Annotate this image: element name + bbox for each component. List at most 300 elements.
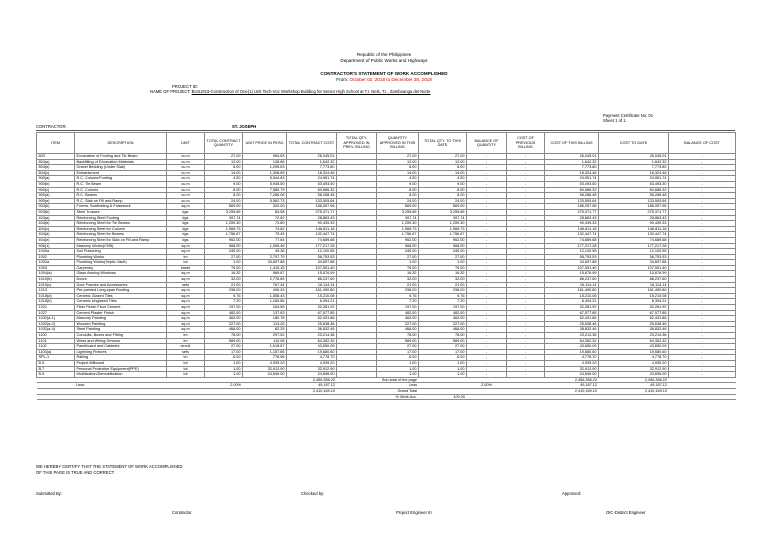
cell: 28,863.43 xyxy=(287,215,337,221)
cell: 6.00 xyxy=(419,165,467,171)
cell: 15,210.08 xyxy=(599,293,669,299)
cell: 245.00 xyxy=(377,249,419,255)
cell: - xyxy=(467,355,507,361)
cell: Conduits, Boxes and Fitting xyxy=(75,333,167,339)
cell: Masonry Works(CHB) xyxy=(75,243,167,249)
cell: 568.00 xyxy=(377,243,419,249)
cell: 4,778.70 xyxy=(287,355,337,361)
cell: 27.00 xyxy=(419,254,467,260)
cell: 23,214.36 xyxy=(545,333,599,339)
from-label: From: xyxy=(336,77,349,82)
cell: 12,100.55 xyxy=(287,249,337,255)
cell: - xyxy=(507,299,545,305)
cell: Ceramic Unglazed Tiles xyxy=(75,299,167,305)
cell: 7,773.80 xyxy=(545,165,599,171)
cell: 4.50 xyxy=(205,176,243,182)
period-range: October 02, 2018 to December 28, 2018 xyxy=(349,77,432,82)
cell: 18,324.46 xyxy=(287,170,337,176)
cell: 1018(a) xyxy=(37,293,75,299)
cell: - xyxy=(507,187,545,193)
cell: 34,697.88 xyxy=(287,260,337,266)
cell: - xyxy=(467,316,507,322)
cell: - xyxy=(507,154,545,160)
cell: 462.00 xyxy=(419,316,467,322)
cell: 275,371.77 xyxy=(287,209,337,215)
cell: 161,490.80 xyxy=(599,288,669,294)
cell: 110.08 xyxy=(243,338,287,344)
cell: 1004(a) xyxy=(37,271,75,277)
cell: - xyxy=(669,232,736,238)
cell: 28,863.43 xyxy=(599,215,669,221)
cell: 72.62 xyxy=(243,215,287,221)
cell: 1,756.67 xyxy=(377,232,419,238)
cell: 27.00 xyxy=(205,344,243,350)
cell: cu.m xyxy=(167,198,205,204)
table-header-row xyxy=(37,133,736,154)
cell: 4.50 xyxy=(419,176,467,182)
cell: 2,410,169.10 xyxy=(287,388,337,394)
cell: 245.00 xyxy=(205,249,243,255)
cell: - xyxy=(669,316,736,322)
cell: 16.32 xyxy=(419,271,467,277)
cell: 49,187.12 xyxy=(287,383,337,389)
cell: 15,676.99 xyxy=(545,271,599,277)
cell: 74,689.68 xyxy=(287,237,337,243)
cell: - xyxy=(507,305,545,311)
cell: 1102 xyxy=(37,344,75,350)
cell: 5,562.73 xyxy=(243,198,287,204)
cell: 107,551.40 xyxy=(287,265,337,271)
cell: 7,585.79 xyxy=(243,187,287,193)
cell: 3,259.65 xyxy=(377,209,419,215)
cell: cu.m xyxy=(167,165,205,171)
cell: sq.m xyxy=(167,271,205,277)
cell: 1.00 xyxy=(419,372,467,378)
cell: 8.00 xyxy=(419,193,467,199)
period-line xyxy=(0,77,768,83)
cell: - xyxy=(467,159,507,165)
cell: 2,456,356.22 xyxy=(599,377,669,383)
cell: Pre-painted Long-span Roofing xyxy=(75,288,167,294)
cell: cu.m xyxy=(167,170,205,176)
cell: 1.00 xyxy=(205,360,243,366)
cell: 76.00 xyxy=(419,265,467,271)
cell: 900(e) xyxy=(37,198,75,204)
cell: 1002 xyxy=(37,254,75,260)
cell: 404(e) xyxy=(37,237,75,243)
cell: 64,352.32 xyxy=(599,338,669,344)
cell: 3,259.65 xyxy=(205,209,243,215)
cell: 49.38 xyxy=(243,249,287,255)
cell: 4.50 xyxy=(377,176,419,182)
payment-cert-label: Payment Certificate No: xyxy=(603,113,648,118)
cell: 136.86 xyxy=(243,159,287,165)
cell: - xyxy=(467,243,507,249)
cell: - xyxy=(467,249,507,255)
project-name-row xyxy=(150,89,430,94)
cell: 43,650.09 xyxy=(545,344,599,350)
cell: lot xyxy=(167,366,205,372)
cell: 27.00 xyxy=(205,154,243,160)
cell: 245.00 xyxy=(419,249,467,255)
cell: cu.m xyxy=(167,176,205,182)
cell: - xyxy=(507,159,545,165)
cell: 462.00 xyxy=(377,316,419,322)
cell: - xyxy=(669,215,736,221)
cell: - xyxy=(669,366,736,372)
cell: 2,776.89 xyxy=(243,277,287,283)
cell: - xyxy=(467,265,507,271)
project-name-label: NAME OF PROJECT: xyxy=(150,89,191,94)
contractor-name: ST. JOSEPH xyxy=(232,124,257,129)
cell: 8,394.21 xyxy=(599,299,669,305)
cell: 569.00 xyxy=(377,204,419,210)
cell: Soil Poisoning xyxy=(75,249,167,255)
cell: 1032(a-1) xyxy=(37,316,75,322)
cell: 38,832.46 xyxy=(287,327,337,333)
cell: 568.00 xyxy=(419,243,467,249)
cell: 21.00 xyxy=(377,282,419,288)
cell: 2,456,356.22 xyxy=(545,377,599,383)
cell xyxy=(599,394,669,400)
cell: 58,288.48 xyxy=(545,193,599,199)
cell: B.9 xyxy=(37,372,75,378)
cell: 1,259.30 xyxy=(377,221,419,227)
cell: Project Billboard xyxy=(75,360,167,366)
cell: sq.m xyxy=(167,321,205,327)
cell: % Work Acc. xyxy=(377,394,419,400)
cell: sets xyxy=(167,282,205,288)
cell: 34,697.88 xyxy=(243,260,287,266)
cell xyxy=(205,394,243,400)
cell xyxy=(75,394,167,400)
cell: - xyxy=(669,159,736,165)
cell: - xyxy=(507,327,545,333)
cell: 406.43 xyxy=(243,288,287,294)
cell: sq.m xyxy=(167,316,205,322)
cell: 34,697.88 xyxy=(545,260,599,266)
cell: 7,286.06 xyxy=(243,193,287,199)
cell: 164.55 xyxy=(243,305,287,311)
cell: - xyxy=(669,193,736,199)
cell: 24,696.00 xyxy=(287,372,337,378)
cell: 100.00 xyxy=(419,394,467,400)
cell: 186,057.96 xyxy=(545,204,599,210)
cell: Glass Awning Windows xyxy=(75,271,167,277)
cell: Masonry Painting xyxy=(75,316,167,322)
cell: 21.00 xyxy=(205,282,243,288)
cell: 26,045.01 xyxy=(599,154,669,160)
cell: 569.00 xyxy=(419,338,467,344)
cell: 8,394.21 xyxy=(545,299,599,305)
cell: 9.76 xyxy=(419,293,467,299)
cell: 2,456,356.22 xyxy=(287,377,337,383)
cell: 5,945.50 xyxy=(243,181,287,187)
cell: 1018(b) xyxy=(37,299,75,305)
cell: 53,493.50 xyxy=(545,181,599,187)
cell: 3,259.65 xyxy=(419,209,467,215)
cell: 482.00 xyxy=(419,310,467,316)
cell: 90,439.33 xyxy=(287,221,337,227)
cell: 320.09 xyxy=(243,204,287,210)
cell: 43,650.09 xyxy=(599,344,669,350)
cell: 73.80 xyxy=(243,221,287,227)
cell: 969.87 xyxy=(243,271,287,277)
cell: - xyxy=(467,321,507,327)
cell: - xyxy=(507,209,545,215)
cell: 1010(c) xyxy=(37,282,75,288)
cell: 17.00 xyxy=(419,349,467,355)
cell: - xyxy=(507,260,545,266)
cell: Wooden Painting xyxy=(75,321,167,327)
cell: 90,439.33 xyxy=(545,221,599,227)
cell: 568.00 xyxy=(205,243,243,249)
cell: - xyxy=(669,260,736,266)
cell: - xyxy=(507,243,545,249)
cell: 74.62 xyxy=(243,226,287,232)
cell: 903(b) xyxy=(37,209,75,215)
column-header: UNIT PRICE IN PESO xyxy=(243,133,287,154)
cell: 60,686.32 xyxy=(599,187,669,193)
cell: 146,811.18 xyxy=(287,226,337,232)
cell: 25,638.46 xyxy=(545,321,599,327)
cell: sq.m xyxy=(167,299,205,305)
cell: Plumbing Works(Septic Vault) xyxy=(75,260,167,266)
cell: 803 xyxy=(37,154,75,160)
cell: 1.00 xyxy=(205,372,243,378)
cell: sq.m xyxy=(167,204,205,210)
cell: kgs xyxy=(167,209,205,215)
cell: 569.00 xyxy=(205,338,243,344)
cell: 1032(a-2) xyxy=(37,321,75,327)
cell: sq.m xyxy=(167,310,205,316)
cell: 19,680.60 xyxy=(599,349,669,355)
cell: 26,045.01 xyxy=(545,154,599,160)
cell: - xyxy=(507,316,545,322)
cell: 1.00 xyxy=(377,372,419,378)
cell: 32,281.92 xyxy=(599,305,669,311)
cell: - xyxy=(507,181,545,187)
cell: 9.76 xyxy=(377,293,419,299)
cell: 74,689.68 xyxy=(545,237,599,243)
cell: 107,551.40 xyxy=(545,265,599,271)
cell: - xyxy=(507,293,545,299)
cell: - xyxy=(467,366,507,372)
cell: 67,577.85 xyxy=(545,310,599,316)
cell: Reinforcing Steel for Slab on Fill and Ramp xyxy=(75,237,167,243)
cell: cu.m xyxy=(167,159,205,165)
cell: 1,966.73 xyxy=(377,226,419,232)
cell: 186,057.96 xyxy=(599,204,669,210)
cell: 569.00 xyxy=(205,204,243,210)
cell: Reinforcing Steel for Tie Beams xyxy=(75,221,167,227)
cell: 16,114.14 xyxy=(287,282,337,288)
cell: 23,214.36 xyxy=(287,333,337,339)
cell: 15,676.99 xyxy=(599,271,669,277)
cell: - xyxy=(507,338,545,344)
cell: Backfilling of Excavation Materials xyxy=(75,159,167,165)
cell: - xyxy=(467,165,507,171)
cell: 113.26 xyxy=(243,321,287,327)
cell: 12,100.55 xyxy=(599,249,669,255)
cell: 2.00% xyxy=(467,383,507,389)
cell: 8.00 xyxy=(205,187,243,193)
cell: 1100 xyxy=(37,333,75,339)
cell: 133,505.64 xyxy=(287,198,337,204)
cell: 9.00 xyxy=(377,181,419,187)
column-header: UNIT xyxy=(167,133,205,154)
cell: 49,187.12 xyxy=(545,383,599,389)
cell: 27.00 xyxy=(419,344,467,350)
cell: 15,676.99 xyxy=(287,271,337,277)
cell: 78.00 xyxy=(419,333,467,339)
cell: 49,187.12 xyxy=(599,383,669,389)
cell: B.5 xyxy=(37,360,75,366)
checked-by-label: Checked by: xyxy=(301,491,325,496)
cell: - xyxy=(507,333,545,339)
cell: 84.58 xyxy=(243,209,287,215)
cell: 17.00 xyxy=(377,349,419,355)
cell: 12.00 xyxy=(205,159,243,165)
cell: - xyxy=(467,226,507,232)
cell: - xyxy=(669,338,736,344)
cell: 1000a xyxy=(37,249,75,255)
cell: - xyxy=(467,181,507,187)
cell: - xyxy=(507,265,545,271)
cell: 227.00 xyxy=(419,321,467,327)
cell: - xyxy=(467,176,507,182)
cell: 64,352.32 xyxy=(545,338,599,344)
cell xyxy=(337,394,377,400)
cell: 12,100.55 xyxy=(545,249,599,255)
cell: 32,281.92 xyxy=(545,305,599,311)
cell: 1013 xyxy=(37,288,75,294)
cell: 60,686.32 xyxy=(545,187,599,193)
cell: kgs xyxy=(167,232,205,238)
cell: - xyxy=(467,333,507,339)
cell: 21.00 xyxy=(419,282,467,288)
cell: 58,288.48 xyxy=(287,193,337,199)
cell: 58,753.53 xyxy=(287,254,337,260)
cell: 9.76 xyxy=(205,293,243,299)
cell: sq.m xyxy=(167,249,205,255)
cell: 180.78 xyxy=(243,316,287,322)
cell: 227.00 xyxy=(205,321,243,327)
cell: - xyxy=(669,355,736,361)
cell: 903(b) xyxy=(37,204,75,210)
cell: Steel Trusses xyxy=(75,209,167,215)
cell: 482.00 xyxy=(205,310,243,316)
cell: 16.32 xyxy=(205,271,243,277)
cell: 7,773.80 xyxy=(287,165,337,171)
cell: - xyxy=(669,165,736,171)
table-body xyxy=(37,154,736,400)
cell: - xyxy=(669,271,736,277)
cell: 466.00 xyxy=(205,327,243,333)
cell: 88,237.60 xyxy=(287,277,337,283)
cell: 404(c) xyxy=(37,226,75,232)
cell: 14.00 xyxy=(377,170,419,176)
cell: circuit xyxy=(167,344,205,350)
cell: 1,308.89 xyxy=(243,170,287,176)
cell: 24,696.00 xyxy=(599,372,669,378)
cell: - xyxy=(669,198,736,204)
cell: 296.00 xyxy=(377,288,419,294)
cell: kgs xyxy=(167,221,205,227)
cell: 462.00 xyxy=(205,316,243,322)
cell: - xyxy=(507,198,545,204)
cell: 78.00 xyxy=(377,333,419,339)
cell: 77.64 xyxy=(243,237,287,243)
cell: - xyxy=(669,277,736,283)
cell: - xyxy=(467,344,507,350)
cell: 804(c) xyxy=(37,170,75,176)
republic-line: Republic of the Philippines xyxy=(356,52,412,57)
cell: 38,832.46 xyxy=(599,327,669,333)
cell: 24,951.74 xyxy=(545,176,599,182)
cell: - xyxy=(669,209,736,215)
cell: 52,431.86 xyxy=(599,316,669,322)
cell: - xyxy=(669,204,736,210)
cell: 24.00 xyxy=(377,198,419,204)
cell: 53,493.50 xyxy=(287,181,337,187)
cell: 8.00 xyxy=(419,187,467,193)
cell: 297.52 xyxy=(243,333,287,339)
cell: 1032(a-4) xyxy=(37,327,75,333)
cell: - xyxy=(507,349,545,355)
cell: 19,680.60 xyxy=(287,349,337,355)
cell: - xyxy=(669,237,736,243)
contractor-signature-title: Contractor xyxy=(172,510,192,515)
cell: 43,650.09 xyxy=(287,344,337,350)
cell: 404(d) xyxy=(37,232,75,238)
cell: 4,939.20 xyxy=(287,360,337,366)
cell: - xyxy=(467,237,507,243)
cell: 6.00 xyxy=(377,165,419,171)
cell xyxy=(167,394,205,400)
cell: kgs xyxy=(167,237,205,243)
column-header: TOTAL QTY. TO THIS DATE xyxy=(419,133,467,154)
cell: R.C. Column/Footing xyxy=(75,176,167,182)
cell: 132,447.74 xyxy=(545,232,599,238)
cell: - xyxy=(467,232,507,238)
cell: kgs xyxy=(167,215,205,221)
header-rule xyxy=(36,130,735,131)
cell: 2,410,169.10 xyxy=(599,388,669,394)
cell: - xyxy=(507,232,545,238)
cell: R.C. Slab on Fill and Ramp xyxy=(75,198,167,204)
cell: - xyxy=(507,288,545,294)
cell: - xyxy=(467,198,507,204)
cell: sq.m xyxy=(167,293,205,299)
cell: - xyxy=(507,277,545,283)
cell: 14.00 xyxy=(205,170,243,176)
cell xyxy=(669,394,736,400)
cell: sheet xyxy=(167,265,205,271)
cell: sq.m xyxy=(167,305,205,311)
cell: 1003 xyxy=(37,265,75,271)
cell: 52,431.86 xyxy=(287,316,337,322)
cell: 1.00 xyxy=(377,366,419,372)
cell: 32.00 xyxy=(377,277,419,283)
cell: - xyxy=(669,265,736,271)
cell: 15,210.08 xyxy=(287,293,337,299)
cell: 17.00 xyxy=(205,349,243,355)
cell: 76.00 xyxy=(205,265,243,271)
cell: Grand Total xyxy=(377,388,419,394)
cell: 1,966.73 xyxy=(205,226,243,232)
cell: - xyxy=(507,372,545,378)
